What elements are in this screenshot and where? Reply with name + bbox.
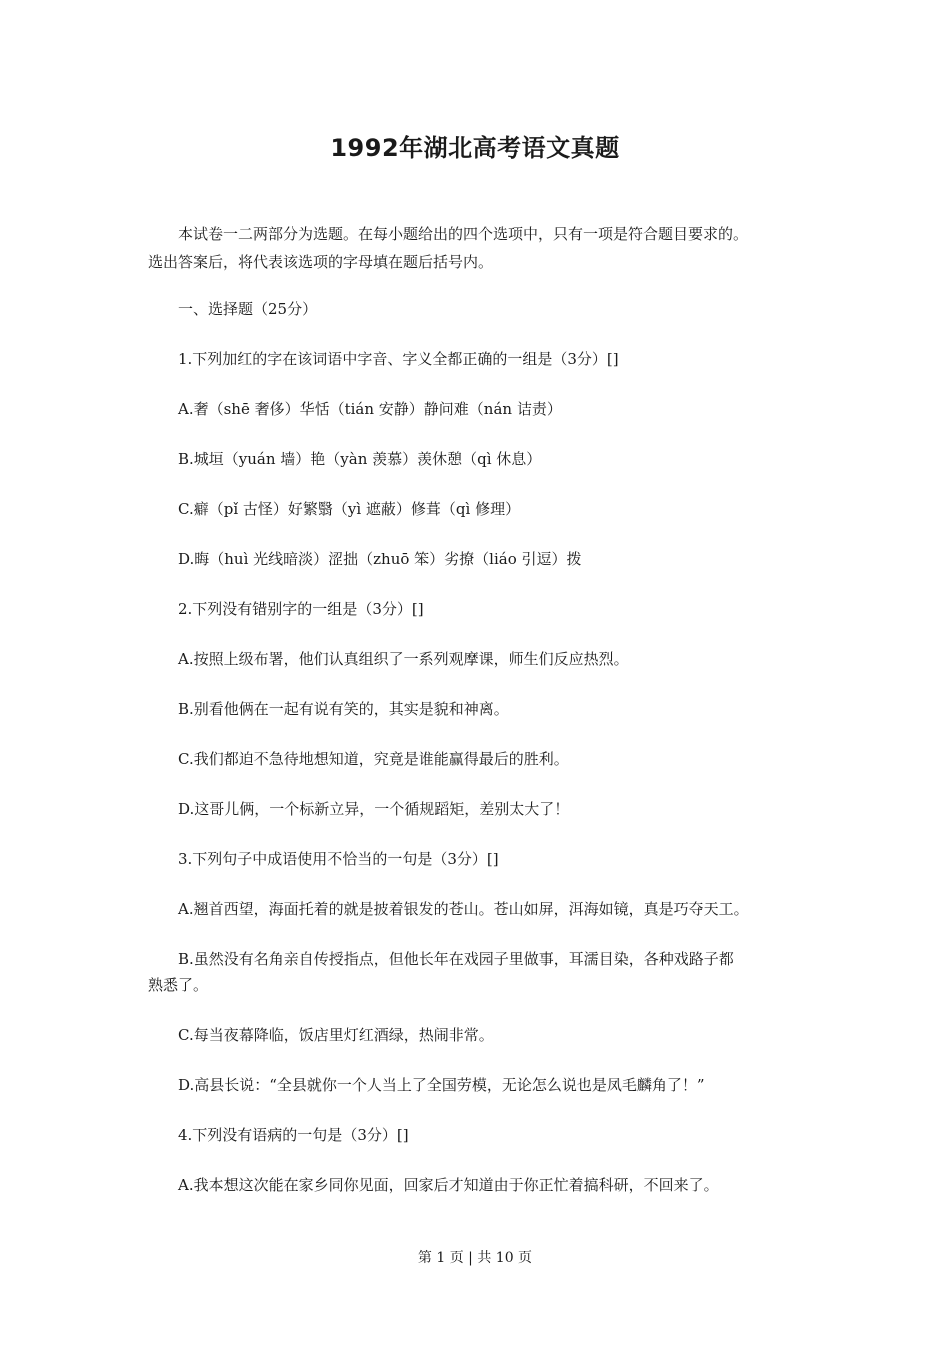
question-2-option-c: C.我们都迫不急待地想知道，究竟是谁能赢得最后的胜利。 bbox=[178, 750, 569, 768]
section-heading: 一、选择题（25分） bbox=[178, 300, 318, 318]
question-1-stem: 1.下列加红的字在该词语中字音、字义全都正确的一组是（3分）[] bbox=[178, 350, 619, 368]
question-2-option-a: A.按照上级布署，他们认真组织了一系列观摩课，师生们反应热烈。 bbox=[178, 650, 629, 668]
question-1-option-a: A.奢（shē 奢侈）华恬（tián 安静）静问难（nán 诘责） bbox=[178, 400, 562, 418]
question-2-option-d: D.这哥儿俩，一个标新立异，一个循规蹈矩，差别太大了！ bbox=[178, 800, 570, 818]
intro-paragraph-line-1: 本试卷一二两部分为选题。在每小题给出的四个选项中，只有一项是符合题目要求的。 bbox=[178, 225, 749, 243]
question-3-option-a: A.翘首西望，海面托着的就是披着银发的苍山。苍山如屏，洱海如镜，真是巧夺天工。 bbox=[178, 900, 749, 918]
question-3-option-d: D.高县长说：“全县就你一个人当上了全国劳模，无论怎么说也是凤毛麟角了！” bbox=[178, 1076, 705, 1094]
question-1-option-c: C.癖（pǐ 古怪）好繁翳（yì 遮蔽）修葺（qì 修理） bbox=[178, 500, 521, 518]
document-title: 1992年湖北高考语文真题 bbox=[330, 134, 620, 162]
question-2-stem: 2.下列没有错别字的一组是（3分）[] bbox=[178, 600, 424, 618]
page-footer: 第 1 页 | 共 10 页 bbox=[417, 1250, 533, 1266]
question-4-option-a: A.我本想这次能在家乡同你见面，回家后才知道由于你正忙着搞科研，不回来了。 bbox=[178, 1176, 719, 1194]
question-3-option-b-line-2: 熟悉了。 bbox=[148, 976, 209, 994]
question-3-option-b-line-1: B.虽然没有名角亲自传授指点，但他长年在戏园子里做事，耳濡目染，各种戏路子都 bbox=[178, 950, 734, 968]
question-3-stem: 3.下列句子中成语使用不恰当的一句是（3分）[] bbox=[178, 850, 499, 868]
question-3-option-c: C.每当夜幕降临，饭店里灯红酒绿，热闹非常。 bbox=[178, 1026, 494, 1044]
question-1-option-b: B.城垣（yuán 墙）艳（yàn 羡慕）羡休憩（qì 休息） bbox=[178, 450, 542, 468]
intro-paragraph-line-2: 选出答案后，将代表该选项的字母填在题后括号内。 bbox=[148, 253, 494, 271]
question-2-option-b: B.别看他俩在一起有说有笑的，其实是貌和神离。 bbox=[178, 700, 509, 718]
question-1-option-d: D.晦（huì 光线暗淡）涩拙（zhuō 笨）劣撩（liáo 引逗）拨 bbox=[178, 550, 582, 568]
question-4-stem: 4.下列没有语病的一句是（3分）[] bbox=[178, 1126, 409, 1144]
